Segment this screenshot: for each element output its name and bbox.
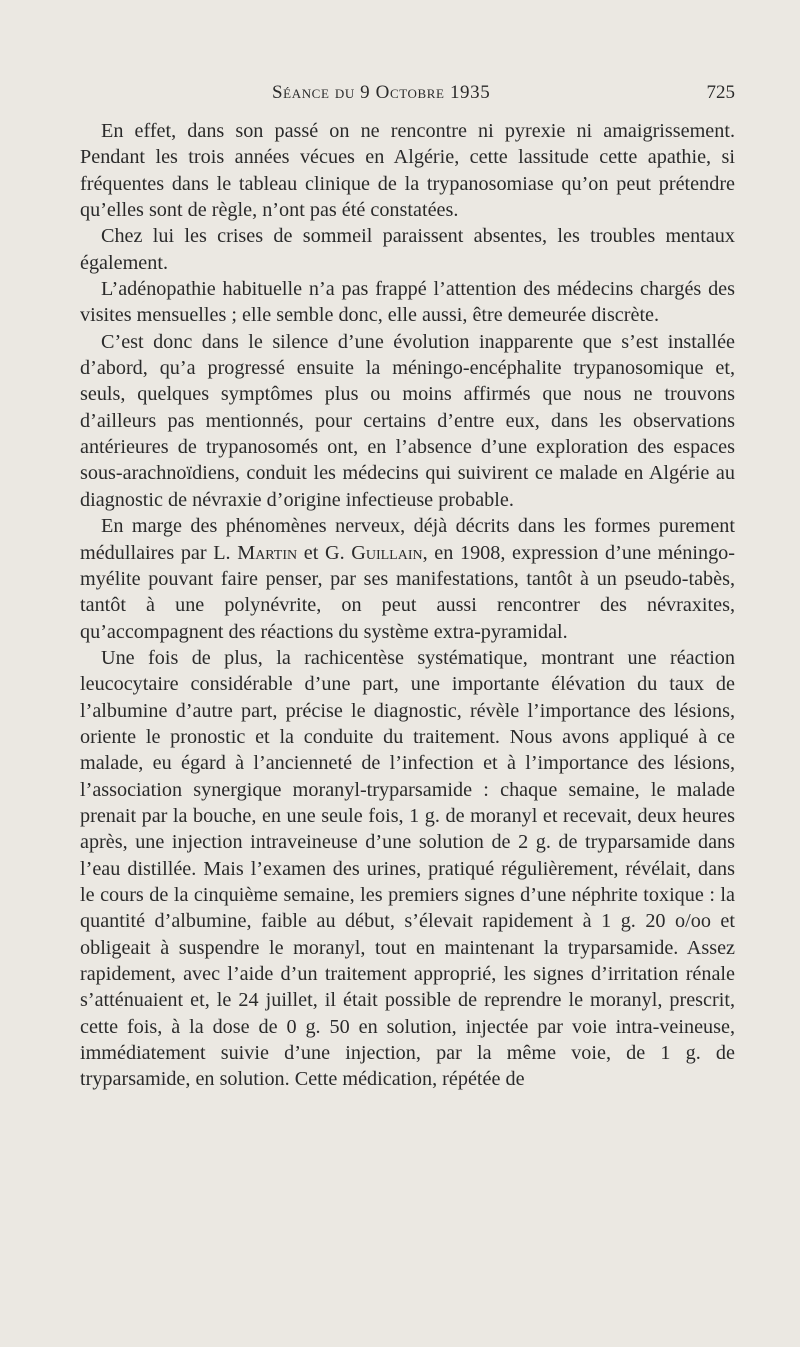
paragraph <box>80 513 735 645</box>
paragraph: C’est donc dans le silence d’une évolution inapparente que s’est installée d’abord, qu’a progressé ensuite la méningo-encéphalite trypanosomique et, seuls, quelques symptômes plus ou moins affirmés que nous ne trouvons d’ailleurs pas mentionnés, pour certains d’entre eux, dans les observations antérieures de trypanosomés ont, en l’absence d’une exploration des espaces sous-arachnoïdiens, conduit les médecins qui suivirent ce malade en Algérie au diagnostic de névraxie d’origine infectieuse probable. <box>80 330 735 511</box>
text-run: , en 1908, expression d’une méningo-myélite pouvant faire penser, par ses manifestations, tantôt à un pseudo-tabès, tantôt à une polynévrite, on peut aussi rencontrer des névraxites, qu’accompagnent des réactions du système extra-pyramidal. <box>80 541 735 643</box>
paragraph: Chez lui les crises de sommeil paraissent absentes, les troubles mentaux également. <box>80 225 735 274</box>
running-header <box>80 82 735 112</box>
author-name-martin: Martin <box>237 541 298 564</box>
header-title: Séance du 9 Octobre 1935 <box>272 82 491 103</box>
paragraph: Une fois de plus, la rachicentèse systématique, montrant une réaction leucocytaire considérable d’une part, une importante élévation du taux de l’albumine d’autre part, précise le diagnostic, révèle l’importance des lésions, oriente le pronostic et la conduite du traitement. Nous avons appliqué à ce malade, eu égard à l’ancienneté de l’infection et à l’importance des lésions, l’association synergique moranyl-tryparsamide : chaque semaine, le malade prenait par la bouche, en une seule fois, 1 g. de moranyl et recevait, deux heures après, une injection intraveineuse d’une solution de 2 g. de tryparsamide dans l’eau distillée. Mais l’examen des urines, pratiqué régulièrement, révélait, dans le cours de la cinquième semaine, les premiers signes d’une néphrite toxique : la quantité d’albumine, faible au début, s’élevait rapidement à 1 g. 20 o/oo et obligeait à suspendre le moranyl, tout en maintenant la tryparsamide. Assez rapidement, avec l’aide d’un traitement approprié, les signes d’irritation rénale s’atténuaient et, le 24 juillet, il était possible de reprendre le moranyl, prescrit, cette fois, à la dose de 0 g. 50 en solution, injectée par voie intra-veineuse, immédiatement suivie d’une injection, par la même voie, de 1 g. de tryparsamide, en solution. Cette médication, répétée de <box>80 646 735 1091</box>
text-run: et G. <box>297 541 352 564</box>
text-run: En marge des phénomènes nerveux, déjà décrits dans les formes purement médullaires par L. <box>80 515 735 564</box>
paragraph: En effet, dans son passé on ne rencontre ni pyrexie ni amaigrissement. Pendant les trois années vécues en Algérie, cette lassitude cette apathie, si fréquentes dans le tableau clinique de la trypanosomiase qu’on peut prétendre qu’elles sont de règle, n’ont pas été constatées. <box>80 120 735 222</box>
body-text <box>80 118 735 1093</box>
author-name-guillain: Guillain <box>351 541 423 564</box>
paragraph: L’adénopathie habituelle n’a pas frappé l’attention des médecins chargés des visites mensuelles ; elle semble donc, elle aussi, être demeurée discrète. <box>80 278 735 327</box>
page-number: 725 <box>706 82 735 103</box>
